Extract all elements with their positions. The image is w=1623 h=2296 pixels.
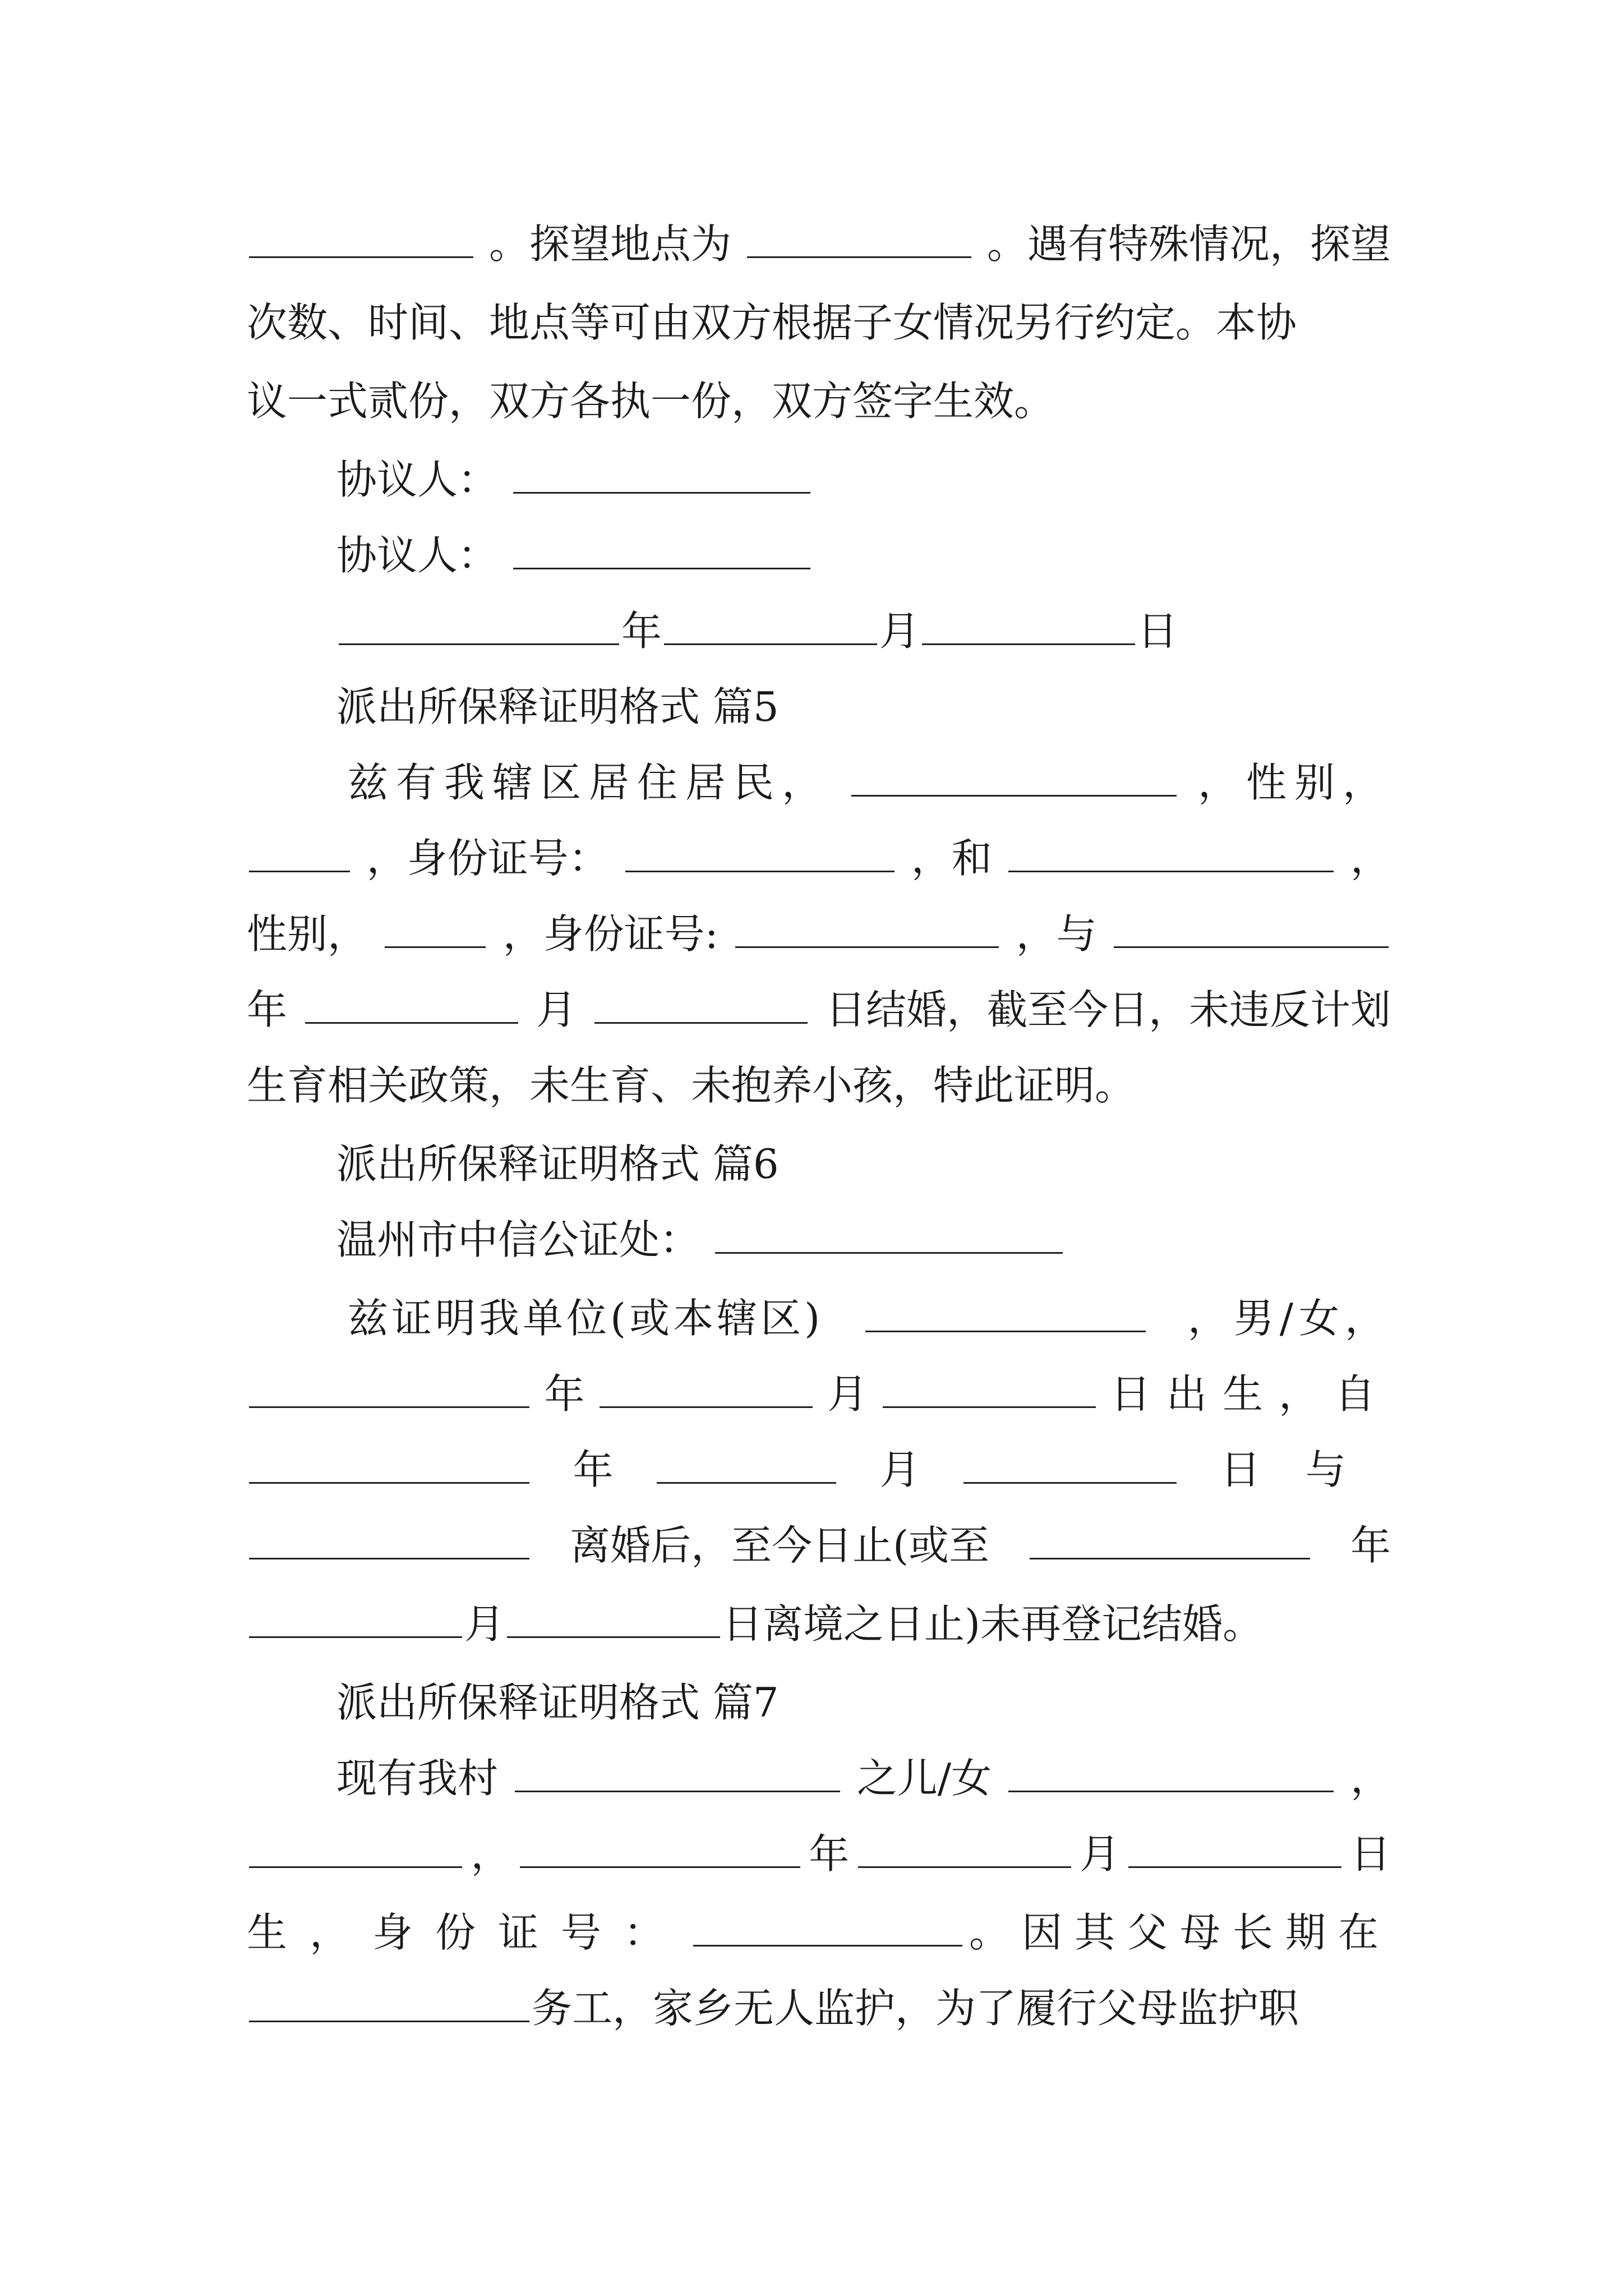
- text: 温州市中信公证处：: [336, 1216, 700, 1263]
- line: [247, 903, 1391, 965]
- blank: [249, 222, 473, 258]
- text: 月: [879, 608, 920, 655]
- text: 日结婚，截至今日，未违反计划: [825, 986, 1391, 1033]
- text: 协议人：: [336, 532, 499, 579]
- blank: [963, 1447, 1177, 1484]
- blank: [747, 222, 971, 258]
- blank: [664, 609, 877, 645]
- line: [247, 1593, 1391, 1655]
- text: 日与: [1220, 1446, 1391, 1493]
- line: [336, 1209, 1391, 1271]
- blank: [249, 1986, 529, 2022]
- text: 年: [1350, 1522, 1391, 1569]
- text: ，与: [1016, 910, 1097, 958]
- line: [247, 979, 1391, 1041]
- blank: [385, 912, 486, 948]
- blank: [1114, 912, 1389, 948]
- blank: [249, 1372, 529, 1408]
- line: [247, 1823, 1391, 1885]
- line: [247, 370, 1391, 432]
- blank: [249, 1447, 529, 1484]
- line: [247, 1902, 1391, 1963]
- blank: [735, 912, 999, 948]
- line: [247, 1977, 1391, 2039]
- text: 日: [1350, 1830, 1391, 1878]
- blank: [858, 1832, 1071, 1868]
- text: 性别，: [247, 910, 368, 958]
- line: [336, 449, 1391, 510]
- text: 兹有我辖区居住居民，: [348, 759, 831, 806]
- blank: [865, 1296, 1146, 1332]
- line: [247, 1363, 1391, 1425]
- text: 日离境之日止)未再登记结婚。: [722, 1600, 1264, 1648]
- section-heading: [336, 676, 1391, 738]
- text: ，: [1350, 1755, 1391, 1802]
- blank: [625, 836, 895, 872]
- text: 。探望地点为: [488, 220, 731, 268]
- blank: [339, 609, 619, 645]
- text: 年: [621, 608, 662, 655]
- text: ，性别，: [1197, 759, 1391, 806]
- blank: [249, 1602, 462, 1638]
- text: 务工，家乡无人监护，为了履行父母监护职: [532, 1985, 1299, 2032]
- blank: [1128, 1832, 1341, 1868]
- text: 日: [1137, 608, 1178, 655]
- text: 派出所保释证明格式 篇5: [336, 683, 779, 730]
- text: 月: [1080, 1830, 1121, 1878]
- line: [336, 600, 1391, 662]
- section-heading: [336, 1133, 1391, 1195]
- text: 现有我村: [336, 1755, 499, 1802]
- line: [247, 1439, 1391, 1501]
- blank: [249, 1832, 462, 1868]
- text: 派出所保释证明格式 篇7: [336, 1679, 779, 1726]
- text: 兹证明我单位(或本辖区): [348, 1295, 824, 1342]
- blank: [1008, 836, 1334, 872]
- text: 派出所保释证明格式 篇6: [336, 1140, 779, 1188]
- text: 月: [464, 1600, 505, 1648]
- text: ，: [1350, 835, 1391, 882]
- line: [247, 213, 1391, 275]
- line: [247, 827, 1391, 889]
- text: 离婚后，至今日止(或至: [569, 1522, 990, 1569]
- line: [336, 524, 1391, 586]
- text: ，身份证号：: [366, 835, 609, 882]
- blank: [1030, 1523, 1310, 1559]
- blank: [922, 609, 1135, 645]
- blank: [883, 1372, 1096, 1408]
- text: 年: [809, 1830, 850, 1878]
- text: ，和: [911, 835, 992, 882]
- text: 年: [544, 1370, 585, 1418]
- blank: [693, 1910, 962, 1947]
- blank: [305, 987, 518, 1024]
- line: [336, 1747, 1391, 1809]
- blank: [513, 533, 810, 569]
- text: ，: [471, 1830, 511, 1878]
- blank: [249, 1523, 529, 1559]
- blank: [594, 987, 808, 1024]
- line: [348, 1287, 1391, 1349]
- blank: [657, 1447, 836, 1484]
- blank: [600, 1372, 813, 1408]
- blank: [507, 1602, 720, 1638]
- text: 协议人：: [336, 456, 499, 503]
- section-heading: [336, 1672, 1391, 1733]
- text: 日出生，自: [1110, 1370, 1391, 1418]
- line: [247, 1515, 1391, 1576]
- blank: [851, 760, 1177, 797]
- text: ，身份证号:: [502, 910, 718, 958]
- text: 。因其父母长期在: [969, 1909, 1391, 1956]
- blank: [249, 836, 350, 872]
- blank: [515, 1756, 840, 1792]
- text: 月: [879, 1446, 920, 1493]
- blank: [1008, 1756, 1334, 1792]
- text: 次数、时间、地点等可由双方根据子女情况另行约定。本协: [247, 299, 1297, 346]
- text: 年: [573, 1446, 614, 1493]
- line: [348, 752, 1391, 813]
- blank: [520, 1832, 800, 1868]
- line: [247, 1055, 1391, 1116]
- text: 议一式贰份，双方各执一份，双方签字生效。: [247, 378, 1055, 425]
- blank: [715, 1217, 1063, 1254]
- text: 。遇有特殊情况，探望: [986, 220, 1391, 268]
- text: 年: [247, 986, 288, 1033]
- text: 之儿/女: [856, 1755, 992, 1802]
- text: ，男/女，: [1187, 1295, 1391, 1342]
- line: [247, 292, 1391, 353]
- blank: [513, 457, 810, 494]
- text: 生育相关政策，未生育、未抱养小孩，特此证明。: [247, 1062, 1136, 1109]
- text: 月: [827, 1370, 868, 1418]
- text: 月: [536, 986, 577, 1033]
- text: 生，身份证号：: [247, 1909, 687, 1956]
